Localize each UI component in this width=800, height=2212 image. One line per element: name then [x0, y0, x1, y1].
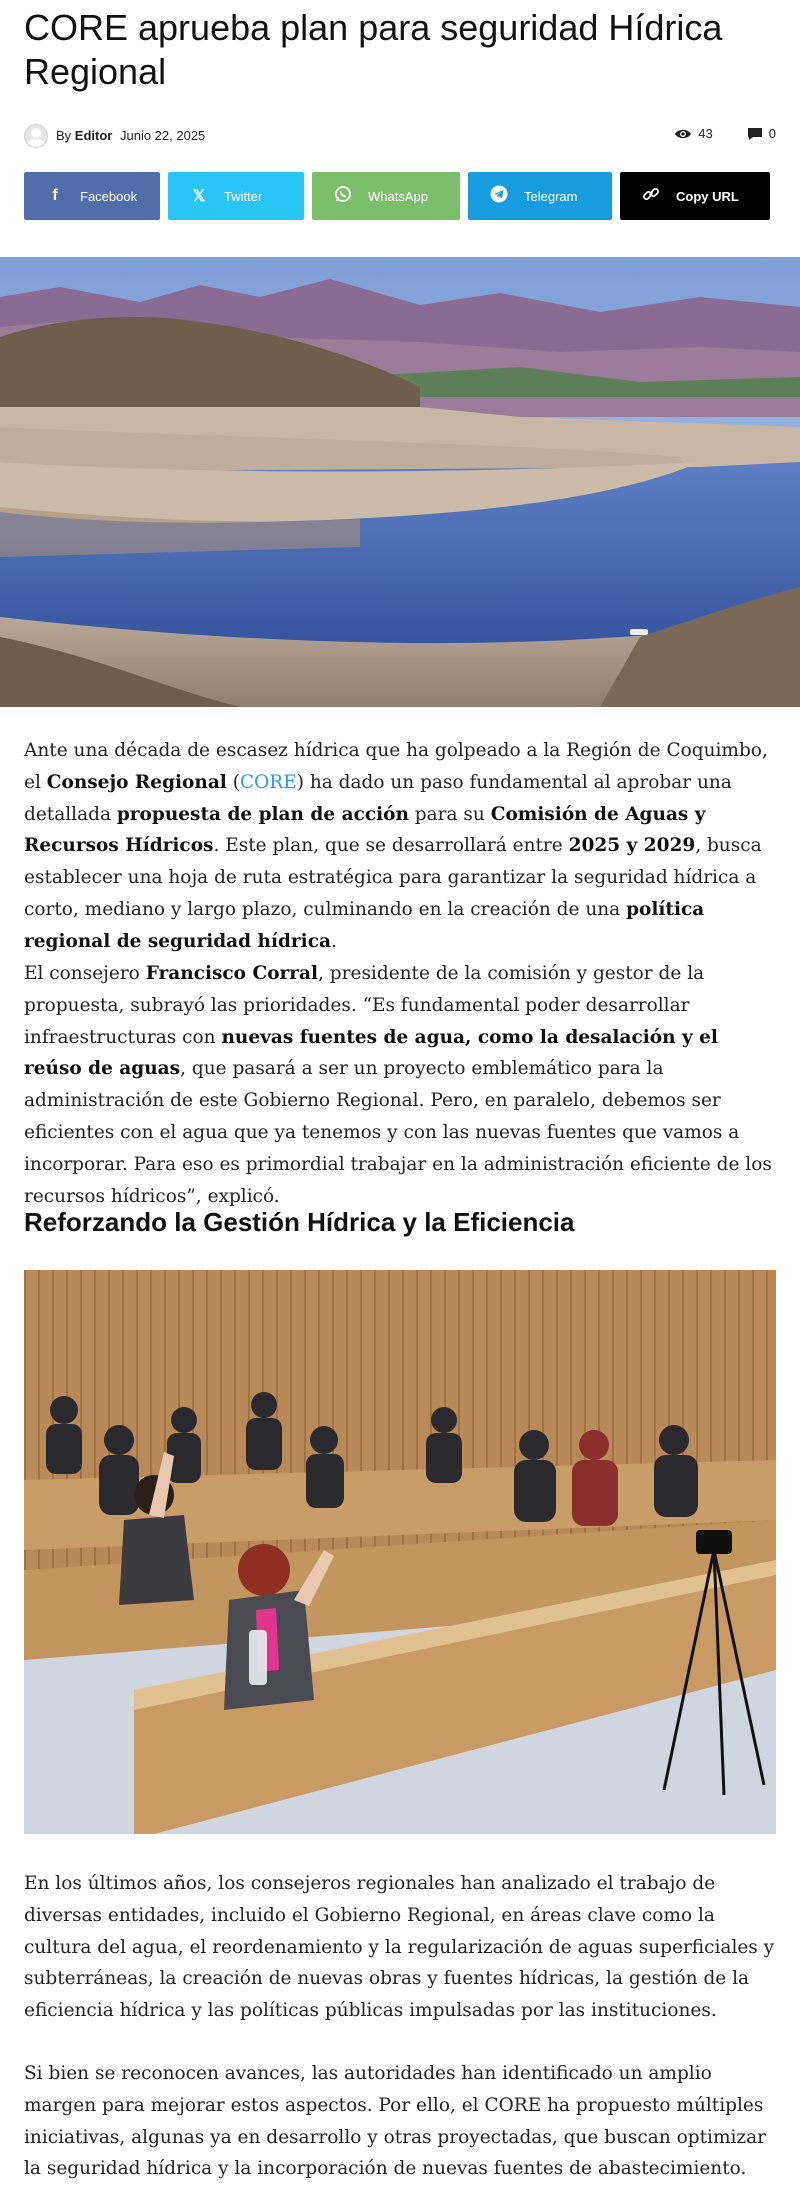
bold-text: 2025 y 2029	[568, 835, 696, 857]
x-icon: 𝕏	[192, 188, 206, 205]
bold-text: Francisco Corral	[145, 963, 319, 984]
text: , presidente de la comisión y gestor de la propuesta, subrayó las prioridades. “Es fundamental poder desarrollar infraestructuras con	[24, 963, 705, 1048]
by-prefix: By	[56, 128, 72, 143]
paragraph-quote	[24, 958, 776, 1212]
text: , que pasará a ser un proyecto emblemático para la administración de este Gobierno Regional. Pero, en paralelo, debemos ser eficientes con el agua que ya tenemos y con las nuevas fuentes que vamos a incorporar. Para eso es primordial trabajar en la administración eficiente de los recursos hídricos”, explicó.	[24, 1058, 772, 1207]
views-count: 43	[698, 126, 713, 141]
share-facebook-button[interactable]	[24, 172, 160, 220]
avatar-icon[interactable]	[24, 124, 48, 148]
publish-date: Junio 22, 2025	[119, 128, 206, 143]
paragraph-analysis: En los últimos años, los consejeros regionales han analizado el trabajo de diversas entidades, incluido el Gobierno Regional, en áreas clave como la cultura del agua, el reordenamiento y la regularización de aguas superficiales y subterráneas, la creación de nuevas obras y fuentes hídricas, la gestión de la eficiencia hídrica y las políticas públicas impulsadas por las instituciones.	[24, 1873, 775, 2022]
text: (	[226, 771, 240, 793]
whatsapp-icon	[332, 185, 354, 208]
hero-image-reservoir	[0, 257, 800, 707]
comment-icon[interactable]	[747, 127, 763, 141]
share-whatsapp-label: WhatsApp	[368, 188, 428, 204]
bold-text: política regional de seguridad hídrica	[24, 898, 705, 952]
paragraph-initiatives: Si bien se reconocen avances, las autoridades han identificado un amplio margen para mejorar estos aspectos. Por ello, el CORE ha propuesto múltiples iniciativas, algunas ya en desarrollo y otras proyectadas, que buscan optimizar la seguridad hídrica y la incorporación de nuevas fuentes de abastecimiento.	[24, 2063, 767, 2180]
share-whatsapp-button[interactable]	[312, 172, 460, 220]
share-bar	[24, 172, 770, 220]
text: .	[330, 930, 337, 952]
bold-text: nuevas fuentes de agua, como la desalación y el reúso de aguas	[24, 1026, 718, 1080]
paragraph-intro	[24, 735, 776, 958]
telegram-icon	[488, 185, 510, 208]
share-twitter-button[interactable]	[168, 172, 304, 220]
text: . Este plan, que se desarrollará entre	[213, 835, 569, 857]
author-link[interactable]: Editor	[74, 128, 113, 143]
share-twitter-label: Twitter	[224, 188, 263, 204]
byline	[56, 128, 205, 143]
text: Ante una década de escasez hídrica que ha golpeado a la Región de Coquimbo, el	[24, 740, 768, 793]
post-stats	[674, 126, 776, 141]
core-link[interactable]: CORE	[239, 771, 297, 793]
share-telegram-label: Telegram	[524, 188, 578, 204]
text: , busca establecer una hoja de ruta estratégica para garantizar la seguridad hídrica a corto, mediano y largo plazo, culminando en la creación de una	[24, 835, 762, 920]
comments-count[interactable]: 0	[768, 126, 776, 141]
share-telegram-button[interactable]	[468, 172, 612, 220]
bold-text: Comisión de Aguas y Recursos Hídricos	[24, 803, 706, 857]
bold-text: Consejo Regional	[46, 771, 227, 793]
article-title: CORE aprueba plan para seguridad Hídrica Regional	[24, 7, 723, 92]
text: para su	[408, 803, 491, 825]
session-photo	[24, 1270, 776, 1834]
section-heading: Reforzando la Gestión Hídrica y la Eficiencia	[24, 1207, 575, 1237]
bold-text: propuesta de plan de acción	[116, 803, 409, 825]
facebook-icon: f	[52, 187, 58, 204]
article-meta	[24, 122, 776, 148]
share-facebook-label: Facebook	[80, 188, 138, 204]
copy-url-label: Copy URL	[676, 188, 739, 204]
link-icon	[640, 185, 662, 208]
copy-url-button[interactable]	[620, 172, 770, 220]
text: El consejero	[24, 963, 146, 984]
eye-icon	[674, 128, 692, 140]
text: ) ha dado un paso fundamental al aprobar una detallada	[24, 771, 732, 825]
